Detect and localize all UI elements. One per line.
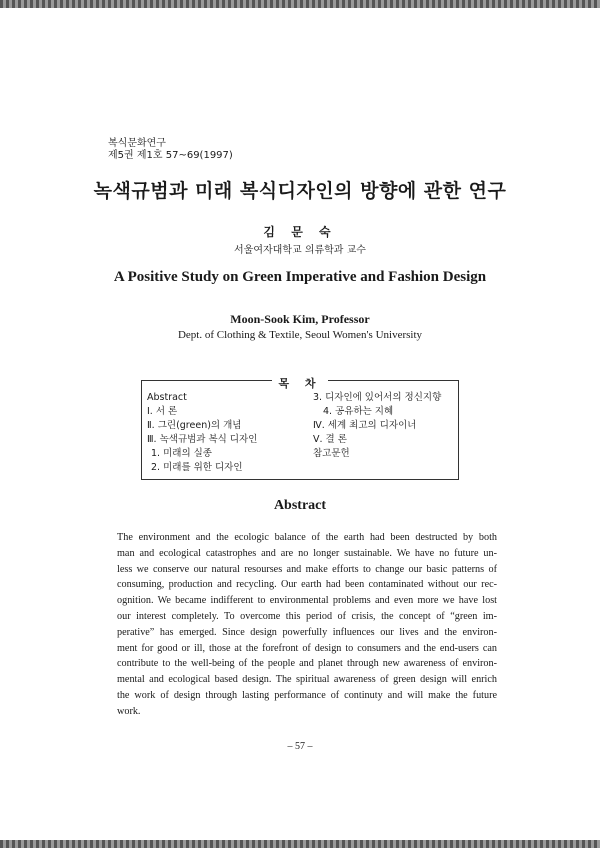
abstract-line: consuming, production and recycling. Our earth had been contaminated without our rec- — [117, 579, 497, 591]
abstract-line: contribute to the well-being of the people and planet through new awareness of environ- — [117, 658, 497, 670]
abstract-line: The environment and the ecologic balance of the earth had been destructed by both — [117, 532, 497, 543]
english-affiliation: Dept. of Clothing & Textile, Seoul Women's University — [177, 329, 423, 341]
english-title: A Positive Study on Green Imperative and Fashion Design — [113, 269, 487, 285]
abstract-heading: Abstract — [273, 498, 327, 513]
toc-item: 3. 디자인에 있어서의 정신지향 — [313, 392, 442, 403]
korean-author: 김 문 숙 — [263, 225, 337, 239]
journal-name: 복식문화연구 — [108, 138, 166, 149]
toc-item: Abstract — [147, 392, 187, 403]
toc-heading: 목 차 — [272, 377, 327, 390]
table-of-contents — [141, 377, 459, 480]
toc-item: 1. 미래의 실종 — [151, 448, 212, 459]
abstract-line: work. — [117, 705, 141, 717]
english-author: Moon-Sook Kim, Professor — [230, 312, 370, 326]
toc-item: 4. 공유하는 지혜 — [323, 406, 394, 417]
abstract-line: the work of design through lasting performance of continuty and will make the future — [117, 689, 497, 701]
abstract-line: our interest completely. To overcome this period of crisis, the concept of “green im- — [117, 610, 497, 622]
abstract-line: ognition. We became indifferent to environmental problems and even more we have lost — [117, 595, 497, 607]
abstract-line: perative” has emerged. Since design powerfully influences our lives and the environ- — [117, 626, 497, 638]
toc-left-column — [147, 391, 257, 475]
abstract-line: man and ecological catastrophes and are no longer sustainable. We have no future un- — [117, 547, 497, 559]
korean-title: 녹색규범과 미래 복식디자인의 방향에 관한 연구 — [93, 180, 507, 202]
toc-item: 참고문헌 — [313, 448, 350, 459]
korean-affiliation: 서울여자대학교 의류학과 교수 — [234, 245, 366, 256]
toc-item: Ⅴ. 결 론 — [313, 434, 347, 445]
toc-item: 2. 미래를 위한 디자인 — [151, 462, 243, 473]
page-bottom-border — [0, 840, 600, 848]
abstract-line: less we conserve our natural resourses and make efforts to change our basic patterns of — [117, 563, 497, 575]
page-number: – 57 – — [287, 741, 313, 752]
abstract-body — [117, 530, 497, 720]
page-top-border — [0, 0, 600, 8]
journal-issue: 제5권 제1호 57~69(1997) — [108, 150, 233, 161]
toc-item: Ⅲ. 녹색규범과 복식 디자인 — [147, 434, 258, 445]
toc-item: Ⅰ. 서 론 — [147, 406, 178, 417]
journal-info — [108, 138, 233, 162]
toc-item: Ⅱ. 그린(green)의 개념 — [147, 420, 242, 431]
toc-right-column — [313, 391, 441, 461]
toc-item: Ⅳ. 세계 최고의 디자이너 — [313, 420, 417, 431]
abstract-line: ment for good or ill, those at the forefront of design to consumers and the end-users can — [117, 642, 497, 654]
abstract-line: mental and ecological based design. The spiritual awareness of green design will enrich — [117, 674, 497, 686]
